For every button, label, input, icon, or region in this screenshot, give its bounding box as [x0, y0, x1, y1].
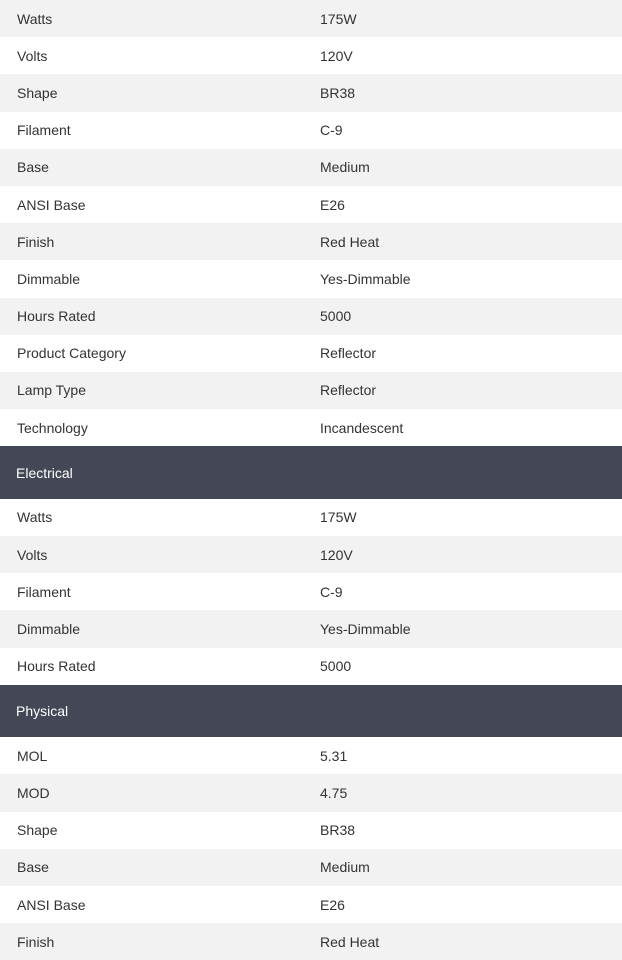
spec-value: Incandescent [320, 419, 404, 436]
spec-value: 5000 [320, 658, 352, 675]
spec-label: ANSI Base [17, 196, 86, 213]
spec-value: Medium [320, 159, 370, 176]
spec-row [0, 298, 622, 335]
spec-value: 5000 [320, 308, 352, 325]
spec-value: 175W [320, 509, 357, 526]
spec-label: MOL [17, 747, 48, 764]
spec-label: ANSI Base [17, 896, 86, 913]
spec-row [0, 499, 622, 536]
spec-row [0, 923, 622, 960]
spec-row [0, 812, 622, 849]
spec-label: Shape [17, 84, 58, 101]
spec-value: Yes-Dimmable [320, 620, 411, 637]
section-header-electrical: Electrical [0, 446, 622, 499]
spec-value: 175W [320, 10, 357, 27]
spec-value: 120V [320, 47, 353, 64]
spec-value: Red Heat [320, 933, 380, 950]
spec-row [0, 149, 622, 186]
spec-value: Reflector [320, 345, 377, 362]
spec-label: Shape [17, 822, 58, 839]
spec-label: Volts [17, 546, 48, 563]
spec-label: Watts [17, 509, 53, 526]
spec-label: Lamp Type [17, 382, 87, 399]
spec-label: Volts [17, 47, 48, 64]
spec-label: Finish [17, 933, 55, 950]
spec-row [0, 849, 622, 886]
spec-value: Reflector [320, 382, 377, 399]
spec-label: Hours Rated [17, 308, 96, 325]
spec-label: Filament [17, 583, 71, 600]
spec-value: BR38 [320, 84, 356, 101]
spec-label: Base [17, 159, 49, 176]
spec-row [0, 774, 622, 811]
spec-value: Yes-Dimmable [320, 270, 411, 287]
spec-label: Dimmable [17, 270, 81, 287]
spec-value: 4.75 [320, 784, 348, 801]
spec-value: BR38 [320, 822, 356, 839]
spec-value: E26 [320, 896, 345, 913]
spec-value: C-9 [320, 583, 343, 600]
spec-row [0, 372, 622, 409]
spec-row [0, 186, 622, 223]
spec-row [0, 37, 622, 74]
spec-label: Hours Rated [17, 658, 96, 675]
spec-row [0, 74, 622, 111]
spec-row [0, 610, 622, 647]
spec-row [0, 886, 622, 923]
spec-value: Red Heat [320, 233, 380, 250]
spec-label: Technology [17, 419, 88, 436]
spec-row [0, 0, 622, 37]
spec-label: MOD [17, 784, 50, 801]
spec-label: Base [17, 859, 49, 876]
spec-row [0, 223, 622, 260]
spec-label: Watts [17, 10, 53, 27]
spec-row [0, 737, 622, 774]
spec-row [0, 648, 622, 685]
spec-row [0, 573, 622, 610]
spec-value: 120V [320, 546, 353, 563]
spec-value: Medium [320, 859, 370, 876]
spec-value: 5.31 [320, 747, 348, 764]
spec-row [0, 335, 622, 372]
spec-row [0, 409, 622, 446]
spec-label: Finish [17, 233, 55, 250]
spec-row [0, 112, 622, 149]
spec-value: E26 [320, 196, 345, 213]
spec-label: Filament [17, 122, 71, 139]
section-header-physical: Physical [0, 685, 622, 738]
spec-row [0, 260, 622, 297]
spec-label: Product Category [17, 345, 126, 362]
spec-value: C-9 [320, 122, 343, 139]
spec-label: Dimmable [17, 620, 81, 637]
spec-row [0, 536, 622, 573]
